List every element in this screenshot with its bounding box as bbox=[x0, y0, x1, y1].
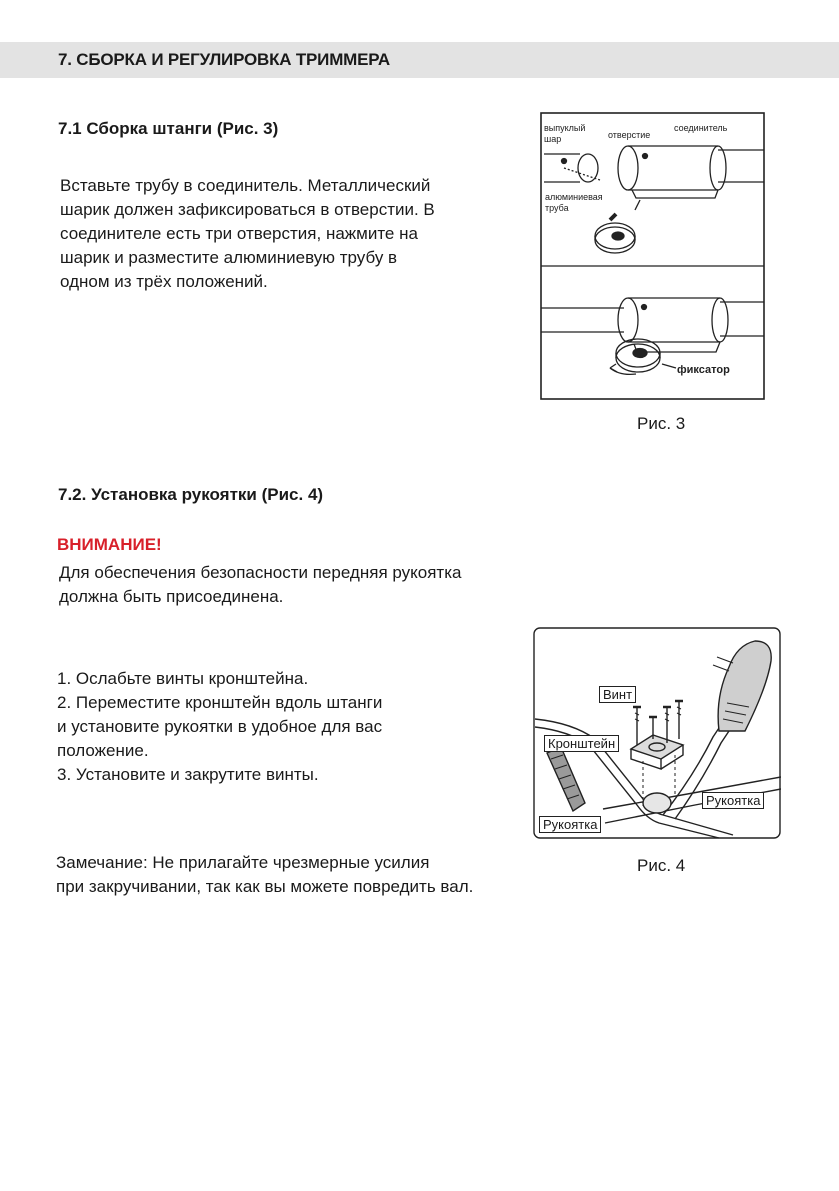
label-tube-line2: труба bbox=[545, 203, 569, 213]
warning-line: должна быть присоединена. bbox=[59, 587, 284, 606]
paragraph-line: шарик должен зафиксироваться в отверстии. В bbox=[60, 200, 435, 219]
label-hole: отверстие bbox=[608, 130, 651, 140]
paragraph-line: Вставьте трубу в соединитель. Металлический bbox=[60, 176, 431, 195]
figure-4-caption: Рис. 4 bbox=[637, 856, 686, 875]
callout-handle-right: Рукоятка bbox=[702, 792, 764, 809]
figure-3-pole-connector-diagram bbox=[540, 112, 765, 400]
callout-bracket: Кронштейн bbox=[544, 735, 619, 752]
step-line: и установите рукоятки в удобное для вас bbox=[57, 717, 383, 736]
label-connector: соединитель bbox=[674, 123, 728, 133]
paragraph-line: одном из трёх положений. bbox=[60, 272, 268, 291]
paragraph-line: шарик и разместите алюминиевую трубу в bbox=[60, 248, 398, 267]
callout-handle-bottom: Рукоятка bbox=[539, 816, 601, 833]
label-tube-line1: алюминиевая bbox=[545, 192, 603, 202]
paragraph-line: соединителе есть три отверстия, нажмите на bbox=[60, 224, 418, 243]
section-header-title: 7. СБОРКА И РЕГУЛИРОВКА ТРИММЕРА bbox=[58, 50, 390, 69]
callout-screw: Винт bbox=[599, 686, 636, 703]
pole-assembly-paragraph bbox=[60, 174, 516, 294]
warning-text bbox=[59, 561, 559, 609]
subsection-title-pole-assembly: 7.1 Сборка штанги (Рис. 3) bbox=[58, 119, 279, 138]
label-ball-line2: шар bbox=[544, 134, 562, 144]
step-line: 2. Переместите кронштейн вдоль штанги bbox=[57, 693, 383, 712]
note-line: при закручивании, так как вы можете повредить вал. bbox=[56, 877, 474, 896]
subsection-title-handle-install: 7.2. Установка рукоятки (Рис. 4) bbox=[58, 485, 324, 504]
label-lock: фиксатор bbox=[677, 364, 730, 376]
installation-steps bbox=[57, 667, 537, 787]
note-text bbox=[56, 851, 576, 899]
figure-3-frame bbox=[541, 113, 764, 399]
step-line: положение. bbox=[57, 741, 149, 760]
figure-4-handle-diagram bbox=[533, 627, 781, 839]
warning-title: ВНИМАНИЕ! bbox=[57, 535, 162, 554]
step-line: 1. Ослабьте винты кронштейна. bbox=[57, 669, 309, 688]
note-line: Замечание: Не прилагайте чрезмерные усилия bbox=[56, 853, 430, 872]
figure-3-caption: Рис. 3 bbox=[637, 414, 686, 433]
label-ball-line1: выпуклый bbox=[544, 123, 586, 133]
warning-line: Для обеспечения безопасности передняя рукоятка bbox=[59, 563, 462, 582]
step-line: 3. Установите и закрутите винты. bbox=[57, 765, 319, 784]
